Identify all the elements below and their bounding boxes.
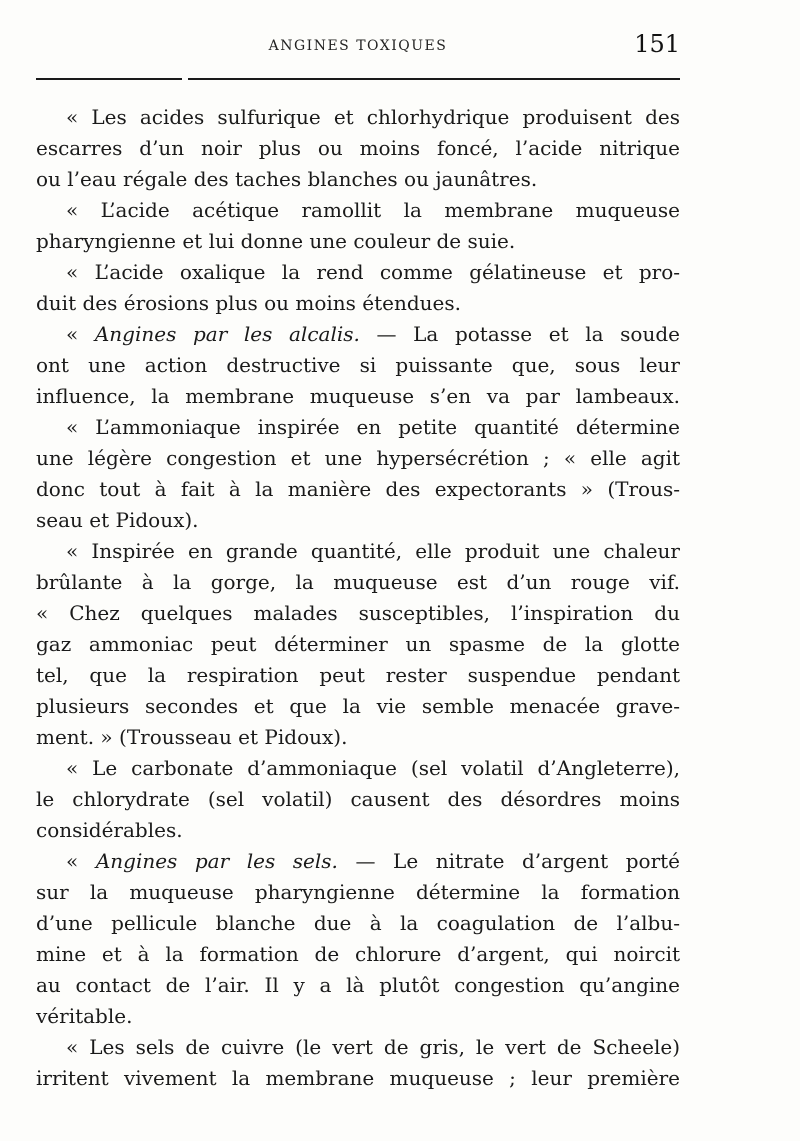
text-line: considérables. [36,818,183,842]
text-line: « Les acides sulfurique et chlorhydrique produisent des [66,105,680,129]
text-line: sur la muqueuse pharyngienne détermine la formation [36,880,680,904]
header-rule-left [36,78,182,80]
text-line: ment. » (Trousseau et Pidoux). [36,725,348,749]
text-line: véritable. [36,1004,133,1028]
text-line: ont une action destructive si puissante que, sous leur [36,353,680,377]
text-line: « L’acide acétique ramollit la membrane muqueuse [66,198,680,222]
text-line: pharyngienne et lui donne une couleur de suie. [36,229,516,253]
page-number: 151 [634,30,680,58]
text-line: escarres d’un noir plus ou moins foncé, l’acide nitrique [36,136,680,160]
text-line: « Les sels de cuivre (le vert de gris, le vert de Scheele) [66,1035,680,1059]
text-line: seau et Pidoux). [36,508,199,532]
text-line: mine et à la formation de chlorure d’argent, qui noircit [36,942,680,966]
text-line: plusieurs secondes et que la vie semble menacée grave- [36,694,680,718]
page-header [36,30,680,62]
text-line: « Inspirée en grande quantité, elle produit une chaleur [66,539,680,563]
text-line: « Angines par les alcalis. — La potasse et la soude [66,322,680,346]
running-title: ANGINES TOXIQUES [268,38,448,54]
text-line: « Chez quelques malades susceptibles, l’inspiration du [36,601,680,625]
text-line: « Angines par les sels. — Le nitrate d’argent porté [66,849,680,873]
header-rule-right [188,78,680,80]
text-line: brûlante à la gorge, la muqueuse est d’un rouge vif. [36,570,680,594]
text-line: duit des érosions plus ou moins étendues. [36,291,461,315]
text-line: au contact de l’air. Il y a là plutôt congestion qu’angine [36,973,680,997]
text-line: ou l’eau régale des taches blanches ou jaunâtres. [36,167,538,191]
text-line: tel, que la respiration peut rester suspendue pendant [36,663,680,687]
text-line: une légère congestion et une hypersécrétion ; « elle agit [36,446,680,470]
text-line: le chlorydrate (sel volatil) causent des désordres moins [36,787,680,811]
text-line: d’une pellicule blanche due à la coagulation de l’albu- [36,911,680,935]
text-line: influence, la membrane muqueuse s’en va par lambeaux. [36,384,680,408]
text-line: « L’acide oxalique la rend comme gélatineuse et pro- [66,260,680,284]
text-line: « L’ammoniaque inspirée en petite quantité détermine [66,415,680,439]
italic-heading: Angines par les sels. [95,849,338,873]
body-text [36,102,680,1094]
text-line: « Le carbonate d’ammoniaque (sel volatil d’Angleterre), [66,756,680,780]
text-line: irritent vivement la membrane muqueuse ; leur première [36,1066,680,1090]
text-line: donc tout à fait à la manière des expectorants » (Trous- [36,477,680,501]
italic-heading: Angines par les alcalis. [94,322,360,346]
text-line: gaz ammoniac peut déterminer un spasme de la glotte [36,632,680,656]
